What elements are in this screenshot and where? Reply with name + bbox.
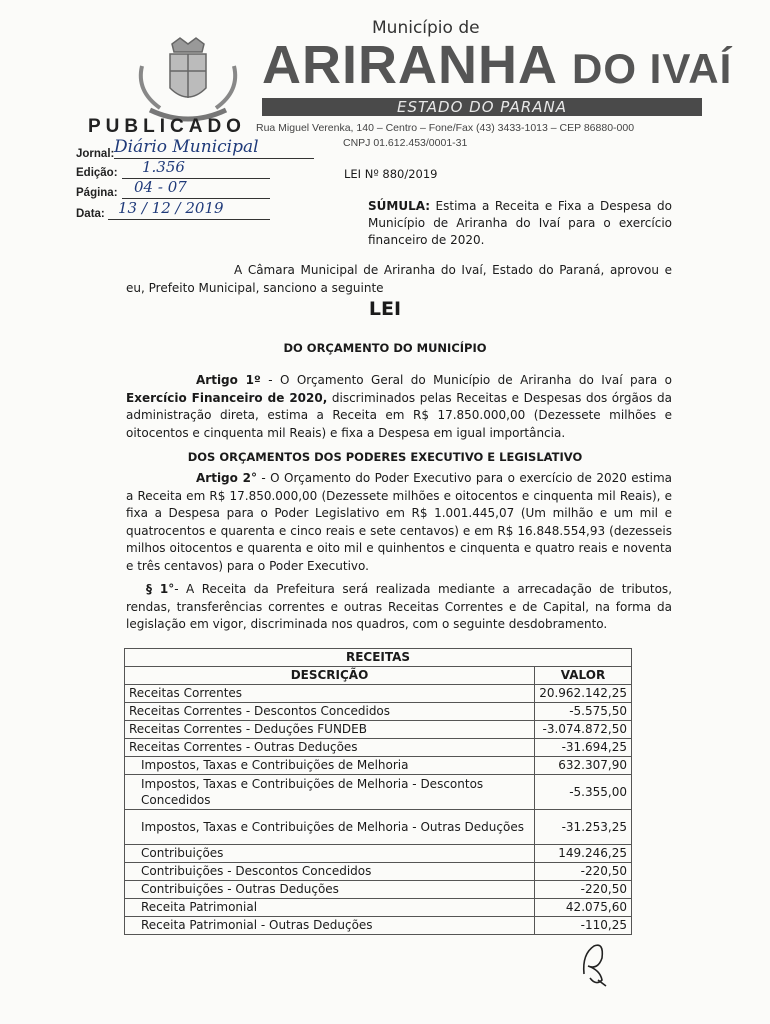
table-row: [125, 739, 632, 757]
date-underline: [108, 219, 270, 220]
revenue-table: [124, 648, 632, 935]
law-number: LEI Nº 880/2019: [344, 167, 438, 181]
article-2-text: - O Orçamento do Poder Executivo para o exercício de 2020 estima a Receita em R$ 17.850.000,00 (Dezessete milhões e oitocentos e cinquenta mil Reais), e fixa a Despesa para o Poder Legislativo em R$ 1.001.445,07 (Um milhão e um mil e quatrocentos e quarenta e cinco reais e sete centavos) e em R$ 16.848.554,93 (dezesseis milhos oitocentos e quarenta e oito mil e quinhentos e cinquenta e quatro reais e noventa e três centavos) para o Poder Executivo.: [126, 471, 672, 573]
published-stamp-title: PUBLICADO: [88, 116, 246, 137]
edition-value: 1.356: [142, 158, 185, 176]
row-value: -220,50: [535, 881, 632, 899]
signature-initials-icon: [578, 940, 614, 990]
paragraph-1: [126, 581, 672, 634]
table-title-row: [125, 649, 632, 667]
journal-label: Jornal:: [76, 148, 115, 160]
row-value: -31.253,25: [535, 810, 632, 845]
table-row: [125, 721, 632, 739]
table-row: [125, 917, 632, 935]
row-description: Receita Patrimonial - Outras Deduções: [125, 917, 535, 935]
date-label: Data:: [76, 208, 105, 220]
article-2-label: Artigo 2°: [196, 471, 258, 485]
article-1-bold: Exercício Financeiro de 2020,: [126, 390, 328, 405]
page-value: 04 - 07: [134, 178, 187, 196]
article-1-text-a: - O Orçamento Geral do Município de Ariranha do Ivaí para o: [260, 373, 672, 387]
table-header-row: [125, 667, 632, 685]
table-row: [125, 685, 632, 703]
table-row: [125, 845, 632, 863]
row-description: Impostos, Taxas e Contribuições de Melhoria - Descontos Concedidos: [125, 775, 535, 810]
city-name-main: ARIRANHA: [262, 35, 556, 95]
row-description: Receitas Correntes - Deduções FUNDEB: [125, 721, 535, 739]
date-value: 13 / 12 / 2019: [118, 199, 224, 217]
paragraph-1-label: § 1°: [146, 582, 175, 596]
section-heading-budget: DO ORÇAMENTO DO MUNICÍPIO: [283, 341, 487, 355]
row-value: -5.575,50: [535, 703, 632, 721]
table-row: [125, 775, 632, 810]
city-name: [262, 35, 733, 95]
table-title: RECEITAS: [125, 649, 632, 667]
law-title: LEI: [368, 298, 402, 320]
row-description: Receitas Correntes: [125, 685, 535, 703]
article-2: [126, 470, 672, 575]
edition-label: Edição:: [76, 167, 118, 179]
row-value: -220,50: [535, 863, 632, 881]
article-1-label: Artigo 1º: [196, 373, 261, 387]
row-description: Impostos, Taxas e Contribuições de Melhoria: [125, 757, 535, 775]
sumula-label: SÚMULA:: [368, 199, 431, 213]
table-row: [125, 703, 632, 721]
row-description: Impostos, Taxas e Contribuições de Melhoria - Outras Deduções: [125, 810, 535, 845]
sumula: [368, 198, 672, 249]
row-description: Contribuições: [125, 845, 535, 863]
row-value: 632.307,90: [535, 757, 632, 775]
row-description: Contribuições - Outras Deduções: [125, 881, 535, 899]
section-heading-powers: DOS ORÇAMENTOS DOS PODERES EXECUTIVO E LEGISLATIVO: [187, 450, 583, 464]
municipality-label: Município de: [372, 18, 480, 38]
row-description: Receitas Correntes - Outras Deduções: [125, 739, 535, 757]
row-value: -3.074.872,50: [535, 721, 632, 739]
table-row: [125, 810, 632, 845]
intro-paragraph: A Câmara Municipal de Ariranha do Ivaí, Estado do Paraná, aprovou e eu, Prefeito Municipal, sanciono a seguinte: [126, 263, 672, 295]
row-value: 42.075,60: [535, 899, 632, 917]
cnpj-line: CNPJ 01.612.453/0001-31: [343, 137, 468, 149]
article-1-text-b: discriminados pelas Receitas e Despesas dos órgãos da administração direta, estima a Receita em R$ 17.850.000,00 (Dezessete milhões e oitocentos e cinquenta mil Reais) e fixa a Despesa em igual importância.: [126, 390, 672, 440]
table-row: [125, 863, 632, 881]
column-header-description: DESCRIÇÃO: [125, 667, 535, 685]
row-value: 149.246,25: [535, 845, 632, 863]
journal-value: Diário Municipal: [114, 137, 259, 157]
row-value: -5.355,00: [535, 775, 632, 810]
page-label: Página:: [76, 187, 118, 199]
address-line: Rua Miguel Verenka, 140 – Centro – Fone/Fax (43) 3433-1013 – CEP 86880-000: [256, 122, 635, 134]
row-value: -31.694,25: [535, 739, 632, 757]
state-banner: ESTADO DO PARANA: [262, 98, 702, 116]
row-description: Contribuições - Descontos Concedidos: [125, 863, 535, 881]
table-row: [125, 757, 632, 775]
paragraph-1-text: - A Receita da Prefeitura será realizada mediante a arrecadação de tributos, rendas, transferências correntes e outras Receitas Correntes e de Capital, na forma da legislação em vigor, discriminada nos quadros, com o seguinte desdobramento.: [126, 582, 673, 631]
row-description: Receita Patrimonial: [125, 899, 535, 917]
city-name-suffix: DO IVAÍ: [572, 45, 733, 92]
sumula-text: Estima a Receita e Fixa a Despesa do Município de Ariranha do Ivaí para o exercício financeiro de 2020.: [368, 199, 672, 247]
article-1: [126, 372, 672, 442]
table-row: [125, 899, 632, 917]
row-value: 20.962.142,25: [535, 685, 632, 703]
row-value: -110,25: [535, 917, 632, 935]
municipal-crest-icon: [132, 36, 244, 124]
row-description: Receitas Correntes - Descontos Concedidos: [125, 703, 535, 721]
column-header-value: VALOR: [535, 667, 632, 685]
table-row: [125, 881, 632, 899]
